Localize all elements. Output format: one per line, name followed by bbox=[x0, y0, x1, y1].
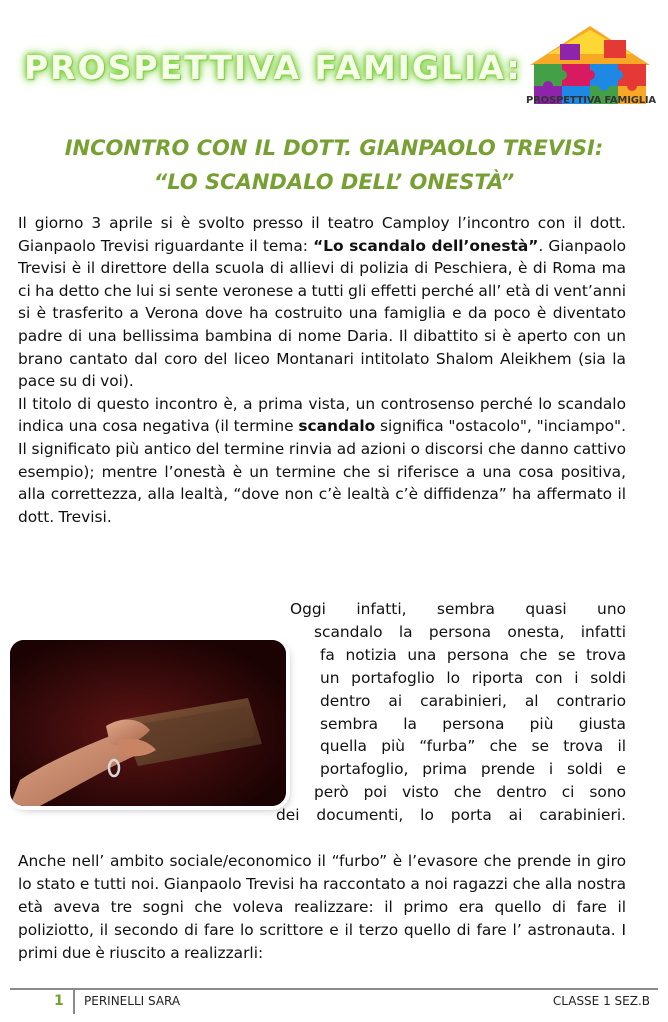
topic-bold: “Lo scandalo dell’onestà” bbox=[313, 236, 539, 255]
wallet-hand-photo bbox=[10, 640, 286, 806]
footer-separator bbox=[73, 990, 75, 1014]
wrapped-line: Oggi infatti, sembra quasi uno bbox=[290, 600, 626, 618]
article-title-line2: “LO SCANDALO DELL’ ONESTÀ” bbox=[153, 170, 515, 194]
paragraph-2: Il titolo di questo incontro è, a prima vista, un controsenso perché lo scandalo indica una cosa negativa (il termine scandalo significa "ostacolo", "inciampo". Il significato più antico del termine rinvia ad azioni o discorsi che danno cattivo esempio); mentre l’onestà è un termine che si riferisce a una cosa positiva, alla correttezza, alla lealtà, “dove non c’è lealtà c’è diffidenza” ha affermato il dott. Trevisi. bbox=[18, 394, 626, 526]
footer-divider bbox=[10, 988, 658, 990]
paragraph-4: Anche nell’ ambito sociale/economico il “furbo” è l’evasore che prende in giro lo stato e tutti noi. Gianpaolo Trevisi ha raccontato a noi ragazzi che alla nostra età aveva tre sogni che voleva realizzare: il primo era quello di fare il poliziotto, il secondo di fare lo scrittore e il terzo quello di fare l’ astronauta. I primi due è riuscito a realizzarli: bbox=[18, 852, 626, 962]
wrapped-line: portafoglio, prima prende i soldi e bbox=[320, 760, 626, 779]
wrapped-line: però poi visto che dentro ci sono bbox=[314, 783, 626, 802]
wrapped-line: dei documenti, lo porta ai carabinieri. bbox=[276, 806, 626, 825]
footer-author: PERINELLI SARA bbox=[84, 994, 181, 1008]
article-body-lower bbox=[18, 850, 626, 965]
wrapped-line: fa notizia una persona che se trova bbox=[320, 645, 626, 664]
wrapped-line: quella più “furba” che se trova il bbox=[320, 737, 626, 756]
wrapped-line: scandalo la persona onesta, infatti bbox=[314, 622, 626, 641]
article-title-line1: INCONTRO CON IL DOTT. GIANPAOLO TREVISI: bbox=[64, 136, 604, 160]
paragraph-1: Il giorno 3 aprile si è svolto presso il teatro Camploy l’incontro con il dott. Gianpaolo Trevisi riguardante il tema: “Lo scandalo dell’onestà”. Gianpaolo Trevisi è il direttore della scuola di allievi di polizia di Peschiera, è di Roma ma ci ha detto che lui si sente veronese a tutti gli effetti perché all’ età di vent’anni si è trasferito a Verona dove ha costruito una famiglia e da poco è diventato padre di una bellissima bambina di nome Daria. Il dibattito si è aperto con un brano cantato dal coro del liceo Montanari intitolato Shalom Aleikhem (sia la pace su di voi). bbox=[18, 214, 627, 391]
article-body bbox=[18, 212, 626, 528]
footer-class: CLASSE 1 SEZ.B bbox=[552, 994, 650, 1008]
wrapped-line: dentro ai carabinieri, al contrario bbox=[320, 691, 626, 710]
page-number: 1 bbox=[54, 993, 64, 1009]
wrapped-line: un portafoglio lo riporta con i soldi bbox=[320, 668, 626, 687]
wrapped-line: sembra la persona più giusta bbox=[320, 714, 626, 733]
logo-caption: PROSPETTIVA FAMIGLIA bbox=[526, 95, 656, 106]
scandalo-bold: scandalo bbox=[298, 417, 376, 436]
newsletter-banner-title: PROSPETTIVA FAMIGLIA: bbox=[24, 48, 522, 87]
